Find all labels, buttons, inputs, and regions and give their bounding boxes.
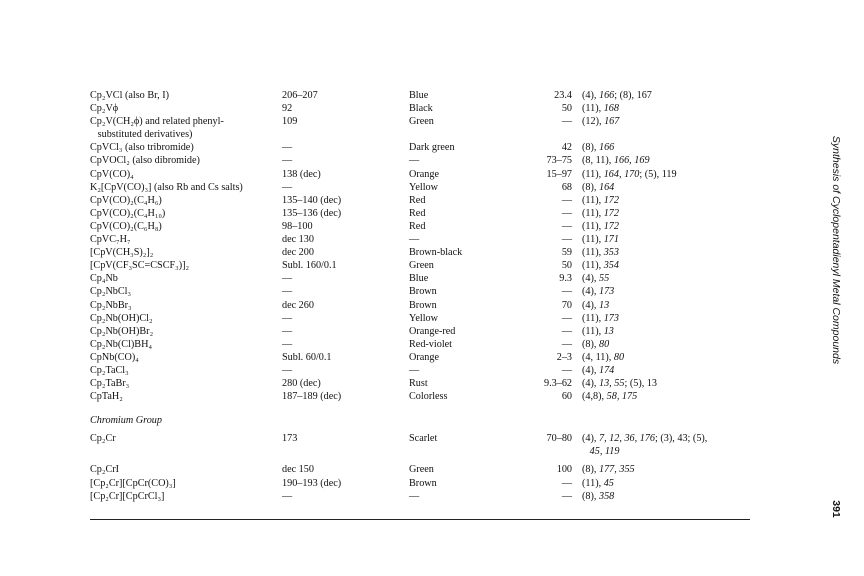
compound-cell: [Cp₂Cr][CpCr(CO)₃] — [90, 477, 176, 489]
refs-cell — [582, 141, 614, 154]
table-row — [90, 390, 750, 403]
mp-cell: dec 130 — [282, 234, 314, 246]
mp-cell: 190–193 (dec) — [282, 477, 342, 489]
yield-cell: — — [561, 312, 572, 324]
refs-italic: 168 — [603, 103, 619, 115]
color-cell: Red-violet — [409, 338, 453, 350]
table-row — [90, 194, 750, 207]
refs-italic: 166, 169 — [613, 155, 650, 167]
refs-plain: (11), — [582, 477, 604, 489]
refs-cell — [582, 312, 619, 325]
refs-cell — [582, 432, 707, 445]
table-row — [90, 272, 750, 285]
mp-cell: 187–189 (dec) — [282, 391, 342, 403]
yield-cell: — — [561, 194, 572, 206]
yield-cell: 59 — [561, 247, 572, 259]
compound-cell: CpV(CO)₂(C₆H₈) — [90, 220, 162, 232]
mp-cell: 98–100 — [282, 220, 313, 232]
refs-cell — [582, 89, 652, 102]
refs-cell — [582, 220, 619, 233]
refs-plain: (11), — [582, 194, 604, 206]
yield-cell: — — [561, 325, 572, 337]
table-row — [90, 299, 750, 312]
mp-cell: Subl. 60/0.1 — [282, 351, 332, 363]
color-cell: Brown — [409, 299, 437, 311]
refs-plain: (4), — [582, 90, 599, 101]
refs-cell — [582, 194, 619, 207]
table-row — [90, 490, 750, 503]
refs-plain: (8), — [582, 490, 599, 502]
compound-cell: Cp₂NbBr₃ — [90, 299, 132, 311]
group-heading: Chromium Group — [90, 415, 162, 427]
mp-cell: — — [282, 155, 293, 167]
table-row — [90, 233, 750, 246]
color-cell: Scarlet — [409, 433, 438, 445]
refs-plain: (8), — [582, 142, 599, 154]
table-row — [90, 141, 750, 154]
table-row — [90, 477, 750, 490]
refs-cell — [582, 102, 619, 115]
color-cell: Yellow — [409, 181, 438, 193]
color-cell: Brown — [409, 477, 437, 489]
refs-italic: 7, 12, 36, 176 — [598, 433, 656, 445]
refs-italic: 167 — [604, 116, 620, 128]
refs-cell — [582, 115, 619, 128]
color-cell: Blue — [409, 90, 429, 101]
refs-italic: 173 — [603, 312, 619, 324]
refs-italic: 166 — [598, 90, 615, 101]
refs-plain: (4), — [582, 433, 599, 445]
color-cell: Brown — [409, 286, 437, 298]
refs-cell — [582, 338, 609, 351]
yield-cell: 2–3 — [556, 351, 572, 363]
refs-italic: 166 — [598, 142, 615, 154]
yield-cell: 100 — [556, 464, 572, 476]
compound-cell: Cp₂Cr — [90, 433, 116, 445]
compound-cell: CpV(CO)₂(C₄H₁₀) — [90, 207, 166, 219]
table-row — [90, 181, 750, 194]
color-cell: Orange — [409, 351, 439, 363]
color-cell: Orange — [409, 168, 439, 180]
refs-cell — [582, 445, 619, 458]
yield-cell: 9.3 — [559, 273, 572, 285]
color-cell: Rust — [409, 378, 428, 390]
compound-cell: Cp₂NbCl₃ — [90, 286, 132, 298]
mp-cell: 173 — [282, 433, 298, 445]
color-cell: Black — [409, 103, 433, 115]
refs-italic: 45 — [603, 477, 614, 489]
compound-cell: CpVC₇H₇ — [90, 234, 131, 246]
refs-cell — [582, 207, 619, 220]
table-row — [90, 432, 750, 445]
mp-cell: — — [282, 273, 293, 285]
compound-cell: CpNb(CO)₄ — [90, 351, 139, 363]
color-cell: Yellow — [409, 312, 438, 324]
color-cell: — — [409, 234, 420, 246]
refs-italic: 171 — [603, 234, 619, 246]
refs-italic: 172 — [603, 207, 619, 219]
table-row — [90, 102, 750, 115]
refs-italic: 58, 175 — [606, 391, 638, 403]
compound-cell: substituted derivatives) — [90, 129, 193, 141]
color-cell: Green — [409, 260, 434, 272]
mp-cell: — — [282, 286, 293, 298]
table-row — [90, 259, 750, 272]
refs-italic: 354 — [603, 260, 619, 272]
refs-cell — [582, 246, 619, 259]
refs-plain: (4,8), — [582, 391, 607, 403]
refs-cell — [582, 325, 614, 338]
mp-cell: — — [282, 364, 293, 376]
color-cell: — — [409, 490, 420, 502]
color-cell: Green — [409, 464, 434, 476]
yield-cell: 50 — [561, 103, 572, 115]
compound-cell: Cp₂CrI — [90, 464, 120, 476]
refs-plain: (11), — [582, 207, 604, 219]
mp-cell: — — [282, 312, 293, 324]
table-row — [90, 377, 750, 390]
compound-cell: Cp₂TaBr₃ — [90, 378, 130, 390]
mp-cell: 135–140 (dec) — [282, 194, 342, 206]
compound-cell: [Cp₂Cr][CpCrCl₃] — [90, 490, 165, 502]
refs-plain: (11), — [582, 260, 604, 272]
page-number: 391 — [830, 500, 842, 518]
refs-plain: (4, 11), — [582, 351, 614, 363]
table-row — [90, 168, 750, 181]
refs-plain: (11), — [582, 168, 604, 180]
table-row — [90, 207, 750, 220]
refs-plain: (11), — [582, 103, 604, 115]
refs-plain: (11), — [582, 312, 604, 324]
color-cell: — — [409, 364, 420, 376]
refs-cell — [582, 463, 635, 476]
compound-cell: CpV(CO)₂(C₄H₆) — [90, 194, 162, 206]
mp-cell: dec 150 — [282, 464, 314, 476]
compound-cell: Cp₂VCl (also Br, I) — [90, 90, 169, 101]
refs-italic: 174 — [598, 364, 615, 376]
refs-plain: (4), — [582, 364, 599, 376]
mp-cell: 206–207 — [282, 90, 318, 101]
mp-cell: 138 (dec) — [282, 168, 321, 180]
refs-italic: 173 — [598, 286, 615, 298]
color-cell: Orange-red — [409, 325, 456, 337]
table-row — [90, 325, 750, 338]
yield-cell: 68 — [561, 181, 572, 193]
compound-cell: Cp₂Nb(OH)Cl₂ — [90, 312, 153, 324]
color-cell: Red — [409, 220, 426, 232]
yield-cell: — — [561, 364, 572, 376]
yield-cell: — — [561, 490, 572, 502]
table-row — [90, 220, 750, 233]
refs-tail: ; (5), 119 — [639, 168, 677, 180]
refs-cell — [582, 259, 619, 272]
color-cell: Dark green — [409, 142, 455, 154]
yield-cell: 70 — [561, 299, 572, 311]
refs-italic: 13 — [598, 299, 610, 311]
compound-cell: Cp₂Nb(Cl)BH₄ — [90, 338, 153, 350]
refs-cell — [582, 181, 614, 194]
yield-cell: 73–75 — [546, 155, 572, 167]
refs-plain: (8), — [582, 464, 599, 476]
yield-cell: 9.3–62 — [543, 378, 572, 390]
compound-cell: Cp₄Nb — [90, 273, 118, 285]
compound-cell: CpVOCl₂ (also dibromide) — [90, 155, 200, 167]
bottom-rule — [90, 519, 750, 520]
mp-cell: Subl. 160/0.1 — [282, 260, 337, 272]
refs-tail: ; (8), 167 — [614, 90, 652, 101]
yield-cell: — — [561, 116, 572, 128]
refs-plain: (12), — [582, 116, 605, 128]
refs-cell — [582, 377, 657, 390]
color-cell: — — [409, 155, 420, 167]
yield-cell: 70–80 — [546, 433, 572, 445]
refs-tail: ; (5), 13 — [624, 378, 657, 390]
compound-cell: K₂[CpV(CO)₃] (also Rb and Cs salts) — [90, 181, 243, 193]
compound-cell: CpTaH₂ — [90, 391, 123, 403]
compound-cell: [CpV(CF₃SC=CSCF₃)]₂ — [90, 260, 190, 272]
mp-cell: 280 (dec) — [282, 378, 321, 390]
refs-italic: 172 — [603, 194, 619, 206]
mp-cell: — — [282, 490, 293, 502]
color-cell: Brown-black — [409, 247, 463, 259]
color-cell: Colorless — [409, 391, 448, 403]
mp-cell: 135–136 (dec) — [282, 207, 342, 219]
refs-italic: 177, 355 — [598, 464, 635, 476]
mp-cell: — — [282, 181, 293, 193]
refs-plain: (4), — [582, 273, 599, 285]
compound-cell: Cp₂V(CH₂ϕ) and related phenyl- — [90, 116, 224, 128]
refs-cell — [582, 477, 614, 490]
refs-cell — [582, 299, 609, 312]
refs-cell — [582, 364, 614, 377]
refs-plain: (4), — [582, 378, 599, 390]
mp-cell: dec 260 — [282, 299, 314, 311]
mp-cell: — — [282, 142, 293, 154]
refs-italic: 80 — [598, 338, 610, 350]
refs-cell — [582, 154, 650, 167]
mp-cell: dec 200 — [282, 247, 314, 259]
refs-cell — [582, 272, 609, 285]
yield-cell: — — [561, 234, 572, 246]
compound-cell: [CpV(CH₃S)₂]₂ — [90, 247, 154, 259]
refs-italic: 45, 119 — [589, 446, 620, 458]
compound-cell: CpVCl₃ (also tribromide) — [90, 142, 194, 154]
table-row — [90, 445, 750, 458]
table-row — [90, 351, 750, 364]
table-row — [90, 463, 750, 476]
mp-cell: 92 — [282, 103, 293, 115]
mp-cell: — — [282, 338, 293, 350]
color-cell: Red — [409, 207, 426, 219]
running-title: Synthesis of Cyclopentadienyl Metal Compounds — [830, 135, 842, 365]
compound-cell: CpV(CO)₄ — [90, 168, 134, 180]
mp-cell: — — [282, 325, 293, 337]
refs-cell — [582, 168, 677, 181]
refs-italic: 353 — [603, 247, 619, 259]
table-row — [90, 246, 750, 259]
compound-cell: Cp₂Vϕ — [90, 103, 119, 115]
color-cell: Blue — [409, 273, 429, 285]
table-row — [90, 285, 750, 298]
refs-italic: 358 — [598, 490, 615, 502]
compound-table — [90, 89, 750, 503]
refs-italic: 80 — [613, 351, 625, 363]
refs-cell — [582, 351, 624, 364]
refs-tail: ; (3), 43; (5), — [655, 433, 708, 445]
refs-cell — [582, 233, 619, 246]
mp-cell: 109 — [282, 116, 298, 128]
yield-cell: 60 — [561, 391, 572, 403]
refs-plain: (11), — [582, 234, 604, 246]
table-row — [90, 115, 750, 128]
yield-cell: — — [561, 286, 572, 298]
compound-cell: Cp₂Nb(OH)Br₂ — [90, 325, 154, 337]
refs-italic: 164 — [598, 181, 615, 193]
refs-plain: (4), — [582, 299, 599, 311]
table-row — [90, 312, 750, 325]
yield-cell: — — [561, 207, 572, 219]
color-cell: Red — [409, 194, 426, 206]
refs-plain: (8, 11), — [582, 155, 614, 167]
refs-italic: 172 — [603, 220, 619, 232]
refs-plain: (11), — [582, 247, 604, 259]
yield-cell: — — [561, 220, 572, 232]
yield-cell: 23.4 — [554, 90, 572, 101]
table-row — [90, 338, 750, 351]
yield-cell: — — [561, 338, 572, 350]
refs-italic: 55 — [598, 273, 610, 285]
refs-cell — [582, 490, 614, 503]
refs-plain — [582, 446, 590, 457]
refs-plain: (11), — [582, 220, 604, 232]
refs-cell — [582, 285, 614, 298]
table-row — [90, 364, 750, 377]
yield-cell: 50 — [561, 260, 572, 272]
refs-plain: (8), — [582, 181, 599, 193]
yield-cell: 15–97 — [546, 168, 572, 180]
yield-cell: 42 — [561, 142, 572, 154]
refs-italic: 164, 170 — [603, 168, 640, 180]
table-row — [90, 128, 750, 141]
refs-italic: 13, 55 — [598, 378, 625, 390]
compound-cell: Cp₂TaCl₃ — [90, 364, 129, 376]
color-cell: Green — [409, 116, 434, 128]
refs-plain: (4), — [582, 286, 599, 298]
refs-italic: 13 — [603, 325, 614, 337]
yield-cell: — — [561, 477, 572, 489]
table-row — [90, 89, 750, 102]
refs-cell — [582, 390, 637, 403]
refs-plain: (8), — [582, 338, 599, 350]
refs-plain: (11), — [582, 325, 604, 337]
table-row — [90, 154, 750, 167]
